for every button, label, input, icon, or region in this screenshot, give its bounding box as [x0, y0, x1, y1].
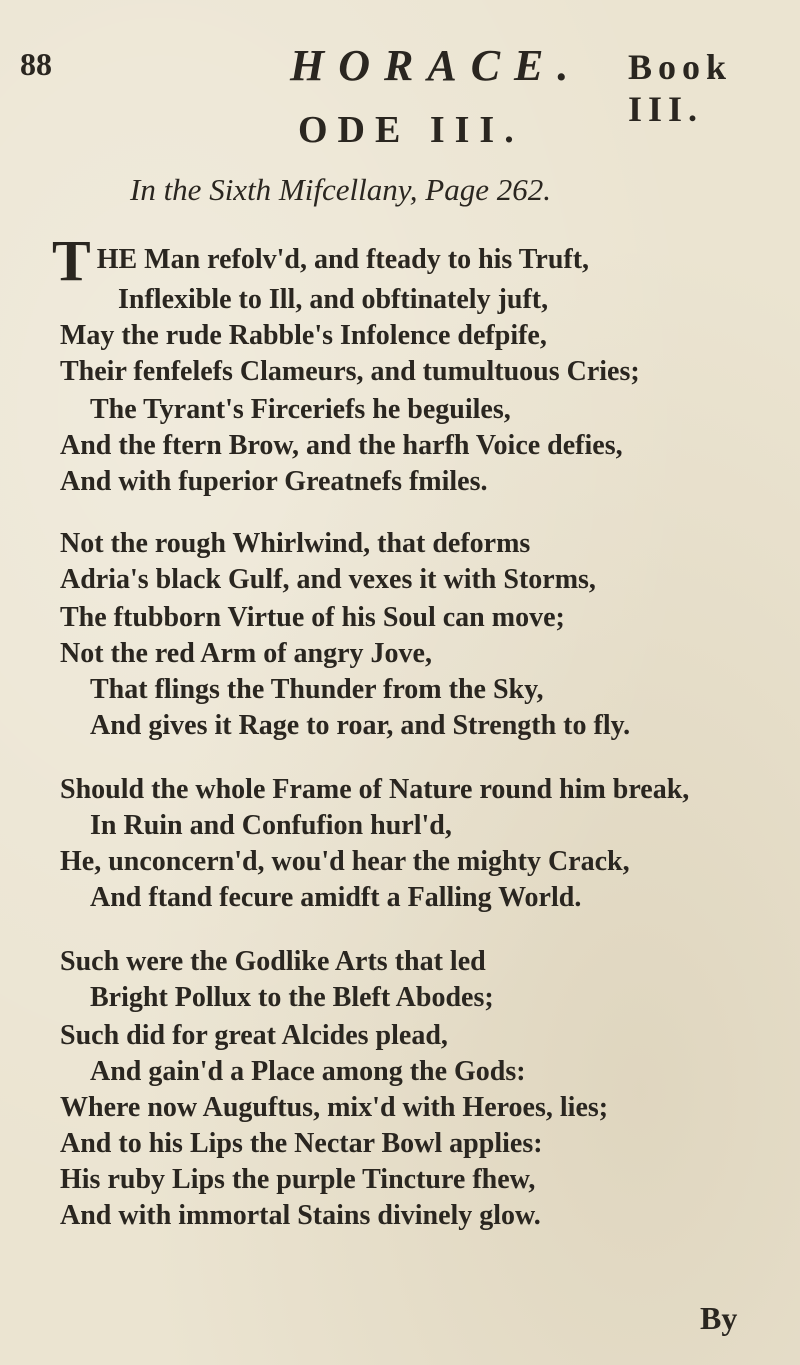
verse-line: Adria's black Gulf, and vexes it with Storms,: [60, 564, 596, 595]
verse-line: Such were the Godlike Arts that led: [60, 946, 486, 977]
verse-line: And to his Lips the Nectar Bowl applies:: [60, 1128, 543, 1159]
verse-line: And gain'd a Place among the Gods:: [90, 1056, 526, 1087]
verse-line: And ftand fecure amidft a Falling World.: [90, 882, 582, 913]
verse-line: And gives it Rage to roar, and Strength to fly.: [90, 710, 631, 741]
verse-line: Not the rough Whirlwind, that deforms: [60, 528, 531, 559]
verse-line: And with fuperior Greatnefs fmiles.: [60, 466, 488, 497]
ode-title: ODE III.: [298, 109, 524, 151]
verse-line: The Tyrant's Firceriefs he beguiles,: [90, 394, 511, 425]
verse-line: The ftubborn Virtue of his Soul can move;: [60, 602, 565, 633]
verse-line: Where now Auguftus, mix'd with Heroes, lies;: [60, 1092, 609, 1123]
verse-line: Inflexible to Ill, and obftinately juft,: [118, 284, 549, 315]
verse-line: That flings the Thunder from the Sky,: [90, 674, 544, 705]
book-heading: Book III.: [628, 47, 733, 129]
verse-line: His ruby Lips the purple Tincture fhew,: [60, 1164, 536, 1195]
page-number: 88: [20, 46, 52, 82]
verse-line: Bright Pollux to the Bleft Abodes;: [90, 982, 494, 1013]
verse-line: Such did for great Alcides plead,: [60, 1020, 448, 1051]
verse-line: Their fenfelefs Clameurs, and tumultuous Cries;: [60, 356, 640, 387]
verse-line: THE Man refolv'd, and fteady to his Truft,: [52, 228, 590, 293]
author-heading: HORACE.: [290, 41, 583, 90]
verse-line: Not the red Arm of angry Jove,: [60, 638, 432, 669]
verse-line: He, unconcern'd, wou'd hear the mighty Crack,: [60, 846, 630, 877]
catchword: By: [700, 1300, 738, 1336]
verse-line: In Ruin and Confufion hurl'd,: [90, 810, 452, 841]
verse-line: And with immortal Stains divinely glow.: [60, 1200, 541, 1231]
running-head: [0, 40, 800, 129]
verse-line: Should the whole Frame of Nature round him break,: [60, 774, 690, 805]
verse-line: May the rude Rabble's Infolence defpife,: [60, 320, 547, 351]
drop-cap: T: [52, 228, 91, 293]
ode-subtitle: In the Sixth Mifcellany, Page 262.: [130, 172, 551, 207]
verse-line: And the ftern Brow, and the harfh Voice defies,: [60, 430, 623, 461]
